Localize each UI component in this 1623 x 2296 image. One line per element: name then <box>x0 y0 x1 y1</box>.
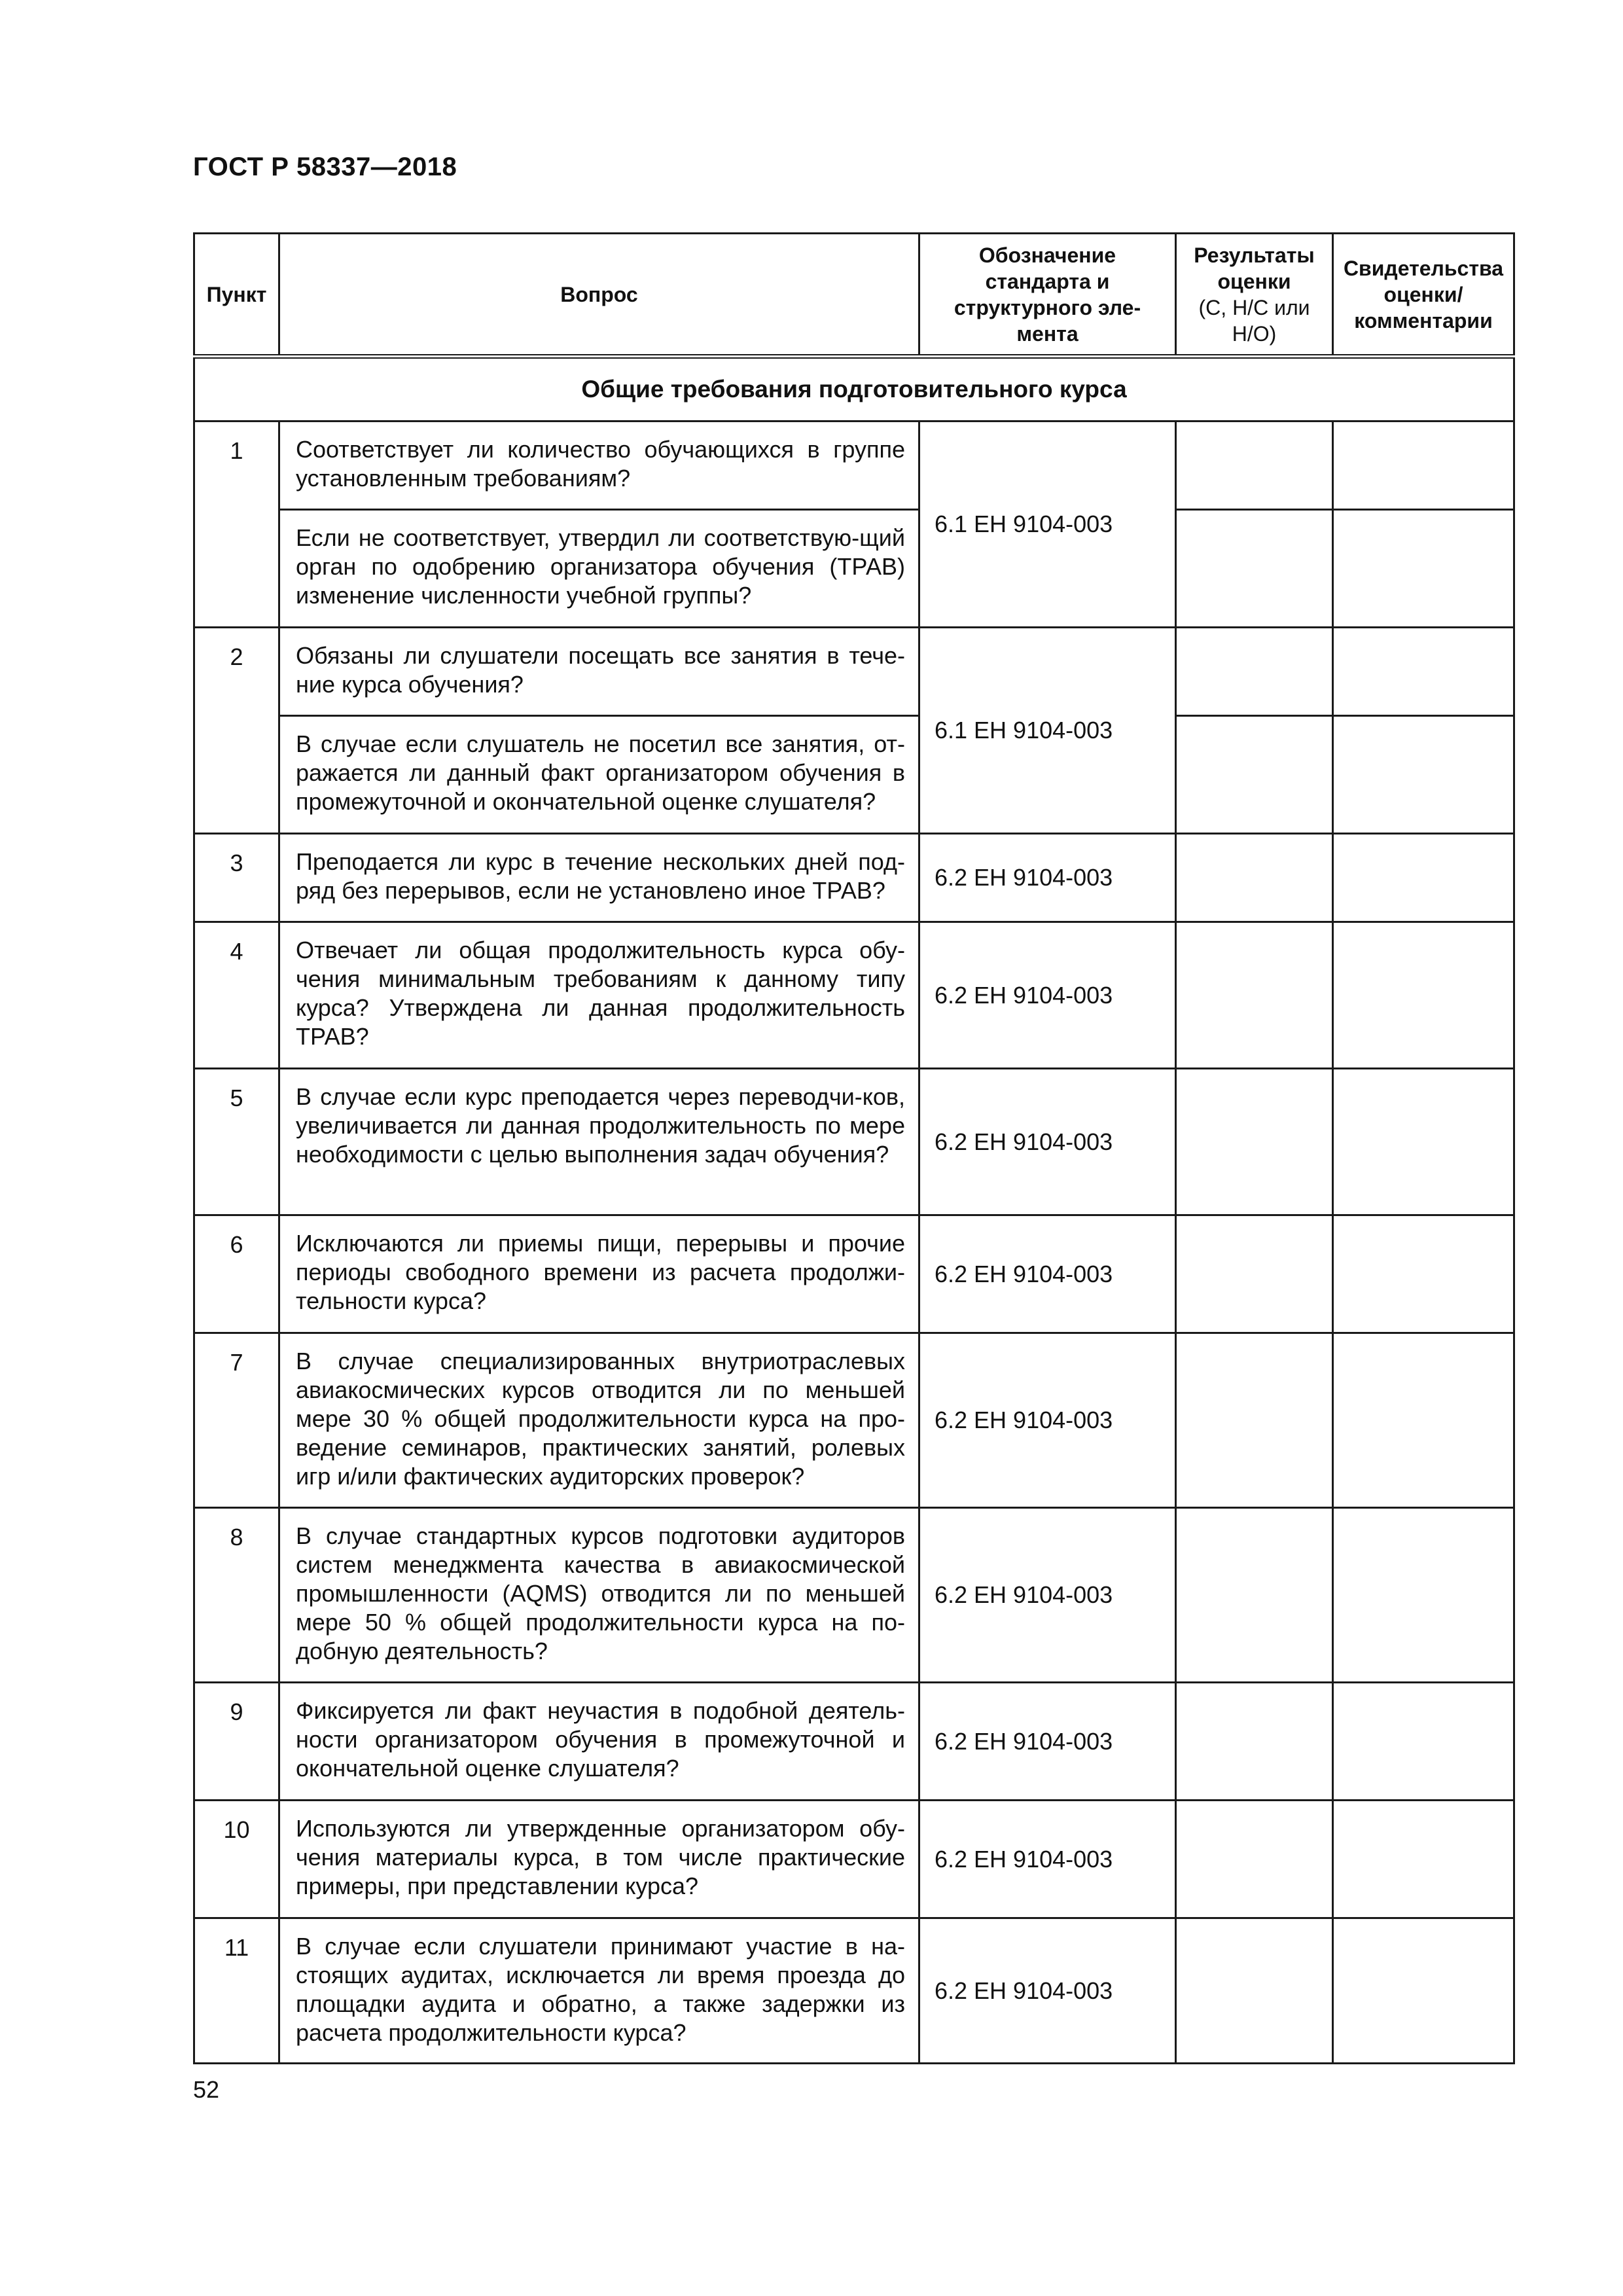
question-text: Фиксируется ли факт неучастия в подобной деятель-ности организатором обучения в промежуточной и окончательной оценке слушателя? <box>279 1683 919 1801</box>
result-cell[interactable] <box>1176 1683 1333 1801</box>
item-number: 1 <box>194 422 279 628</box>
item-number: 10 <box>194 1801 279 1918</box>
item-number: 2 <box>194 628 279 834</box>
page-number: 52 <box>193 2076 220 2103</box>
standard-ref: 6.1 ЕН 9104-003 <box>919 422 1176 628</box>
standard-ref: 6.2 ЕН 9104-003 <box>919 922 1176 1069</box>
table-row <box>194 1801 1514 1918</box>
evidence-cell[interactable] <box>1333 1069 1514 1215</box>
table-row <box>194 1069 1514 1215</box>
table-row <box>194 1333 1514 1508</box>
item-number: 11 <box>194 1918 279 2064</box>
question-text: Используются ли утвержденные организатором обу-чения материалы курса, в том числе практические примеры, при представлении курса? <box>279 1801 919 1918</box>
result-cell[interactable] <box>1176 1333 1333 1508</box>
evidence-cell[interactable] <box>1333 1215 1514 1333</box>
table-row <box>194 922 1514 1069</box>
result-cell[interactable] <box>1176 628 1333 716</box>
standard-ref: 6.2 ЕН 9104-003 <box>919 1333 1176 1508</box>
col-header-item: Пункт <box>194 234 279 357</box>
evidence-cell[interactable] <box>1333 1508 1514 1683</box>
evidence-cell[interactable] <box>1333 510 1514 628</box>
evidence-cell[interactable] <box>1333 1801 1514 1918</box>
item-number: 8 <box>194 1508 279 1683</box>
table-row <box>194 1918 1514 2064</box>
question-text: В случае если курс преподается через переводчи-ков, увеличивается ли данная продолжительность по мере необходимости с целью выполнения задач обучения? <box>279 1069 919 1215</box>
evidence-cell[interactable] <box>1333 834 1514 922</box>
evidence-cell[interactable] <box>1333 628 1514 716</box>
question-text: В случае специализированных внутриотраслевых авиакосмических курсов отводится ли по меньшей мере 30 % общей продолжительности курса на про-ведение семинаров, практических занятий, ролевых игр и/или фактических аудиторских проверок? <box>279 1333 919 1508</box>
section-row <box>194 357 1514 422</box>
result-cell[interactable] <box>1176 716 1333 834</box>
question-text: Если не соответствует, утвердил ли соответствую-щий орган по одобрению организатора обучения (ТРАВ) изменение численности учебной группы? <box>279 510 919 628</box>
item-number: 9 <box>194 1683 279 1801</box>
standard-ref: 6.2 ЕН 9104-003 <box>919 1918 1176 2064</box>
evidence-cell[interactable] <box>1333 922 1514 1069</box>
evidence-cell[interactable] <box>1333 1918 1514 2064</box>
evidence-cell[interactable] <box>1333 716 1514 834</box>
item-number: 6 <box>194 1215 279 1333</box>
table-row <box>194 834 1514 922</box>
result-cell[interactable] <box>1176 1215 1333 1333</box>
question-text: Отвечает ли общая продолжительность курса обу-чения минимальным требованиям к данному типу курса? Утверждена ли данная продолжительность ТРАВ? <box>279 922 919 1069</box>
col-header-results <box>1176 234 1333 357</box>
item-number: 3 <box>194 834 279 922</box>
question-text: В случае если слушатели принимают участие в на-стоящих аудитах, исключается ли время проезда до площадки аудита и обратно, а также задержки из расчета продолжительности курса? <box>279 1918 919 2064</box>
standard-ref: 6.2 ЕН 9104-003 <box>919 1801 1176 1918</box>
standard-ref: 6.1 ЕН 9104-003 <box>919 628 1176 834</box>
question-text: Исключаются ли приемы пищи, перерывы и прочие периоды свободного времени из расчета продолжи-тельности курса? <box>279 1215 919 1333</box>
col-header-question: Вопрос <box>279 234 919 357</box>
table-row <box>194 1215 1514 1333</box>
question-text: В случае стандартных курсов подготовки аудиторов систем менеджмента качества в авиакосмической промышленности (AQMS) отводится ли по меньшей мере 50 % общей продолжительности курса на по-добную деятельность? <box>279 1508 919 1683</box>
col-header-results-title: Результаты оценки <box>1194 243 1315 293</box>
evidence-cell[interactable] <box>1333 1333 1514 1508</box>
question-text: Преподается ли курс в течение нескольких дней под-ряд без перерывов, если не установлено иное ТРАВ? <box>279 834 919 922</box>
evidence-cell[interactable] <box>1333 1683 1514 1801</box>
item-number: 4 <box>194 922 279 1069</box>
evidence-cell[interactable] <box>1333 422 1514 510</box>
standard-ref: 6.2 ЕН 9104-003 <box>919 834 1176 922</box>
table-row <box>194 628 1514 716</box>
table-row <box>194 510 1514 628</box>
result-cell[interactable] <box>1176 1918 1333 2064</box>
result-cell[interactable] <box>1176 834 1333 922</box>
standard-ref: 6.2 ЕН 9104-003 <box>919 1508 1176 1683</box>
col-header-evidence: Свидетельства оценки/ комментарии <box>1333 234 1514 357</box>
question-text: В случае если слушатель не посетил все занятия, от-ражается ли данный факт организатором обучения в промежуточной и окончательной оценке слушателя? <box>279 716 919 834</box>
question-text: Соответствует ли количество обучающихся в группе установленным требованиям? <box>279 422 919 510</box>
result-cell[interactable] <box>1176 1069 1333 1215</box>
result-cell[interactable] <box>1176 1801 1333 1918</box>
result-cell[interactable] <box>1176 922 1333 1069</box>
standard-ref: 6.2 ЕН 9104-003 <box>919 1069 1176 1215</box>
checklist-table <box>193 232 1515 2064</box>
document-header: ГОСТ Р 58337—2018 <box>193 152 457 181</box>
table-header-row <box>194 234 1514 357</box>
table-row <box>194 716 1514 834</box>
question-text: Обязаны ли слушатели посещать все занятия в тече-ние курса обучения? <box>279 628 919 716</box>
result-cell[interactable] <box>1176 510 1333 628</box>
col-header-results-sub: (С, Н/С или Н/О) <box>1198 295 1310 346</box>
standard-ref: 6.2 ЕН 9104-003 <box>919 1215 1176 1333</box>
standard-ref: 6.2 ЕН 9104-003 <box>919 1683 1176 1801</box>
table-row <box>194 1683 1514 1801</box>
table-row <box>194 1508 1514 1683</box>
table-row <box>194 422 1514 510</box>
section-title: Общие требования подготовительного курса <box>194 357 1514 422</box>
result-cell[interactable] <box>1176 1508 1333 1683</box>
item-number: 5 <box>194 1069 279 1215</box>
result-cell[interactable] <box>1176 422 1333 510</box>
col-header-standard <box>919 234 1176 357</box>
item-number: 7 <box>194 1333 279 1508</box>
col-header-standard-text: Обозначение стандарта и структурного эле-мента <box>954 243 1141 346</box>
